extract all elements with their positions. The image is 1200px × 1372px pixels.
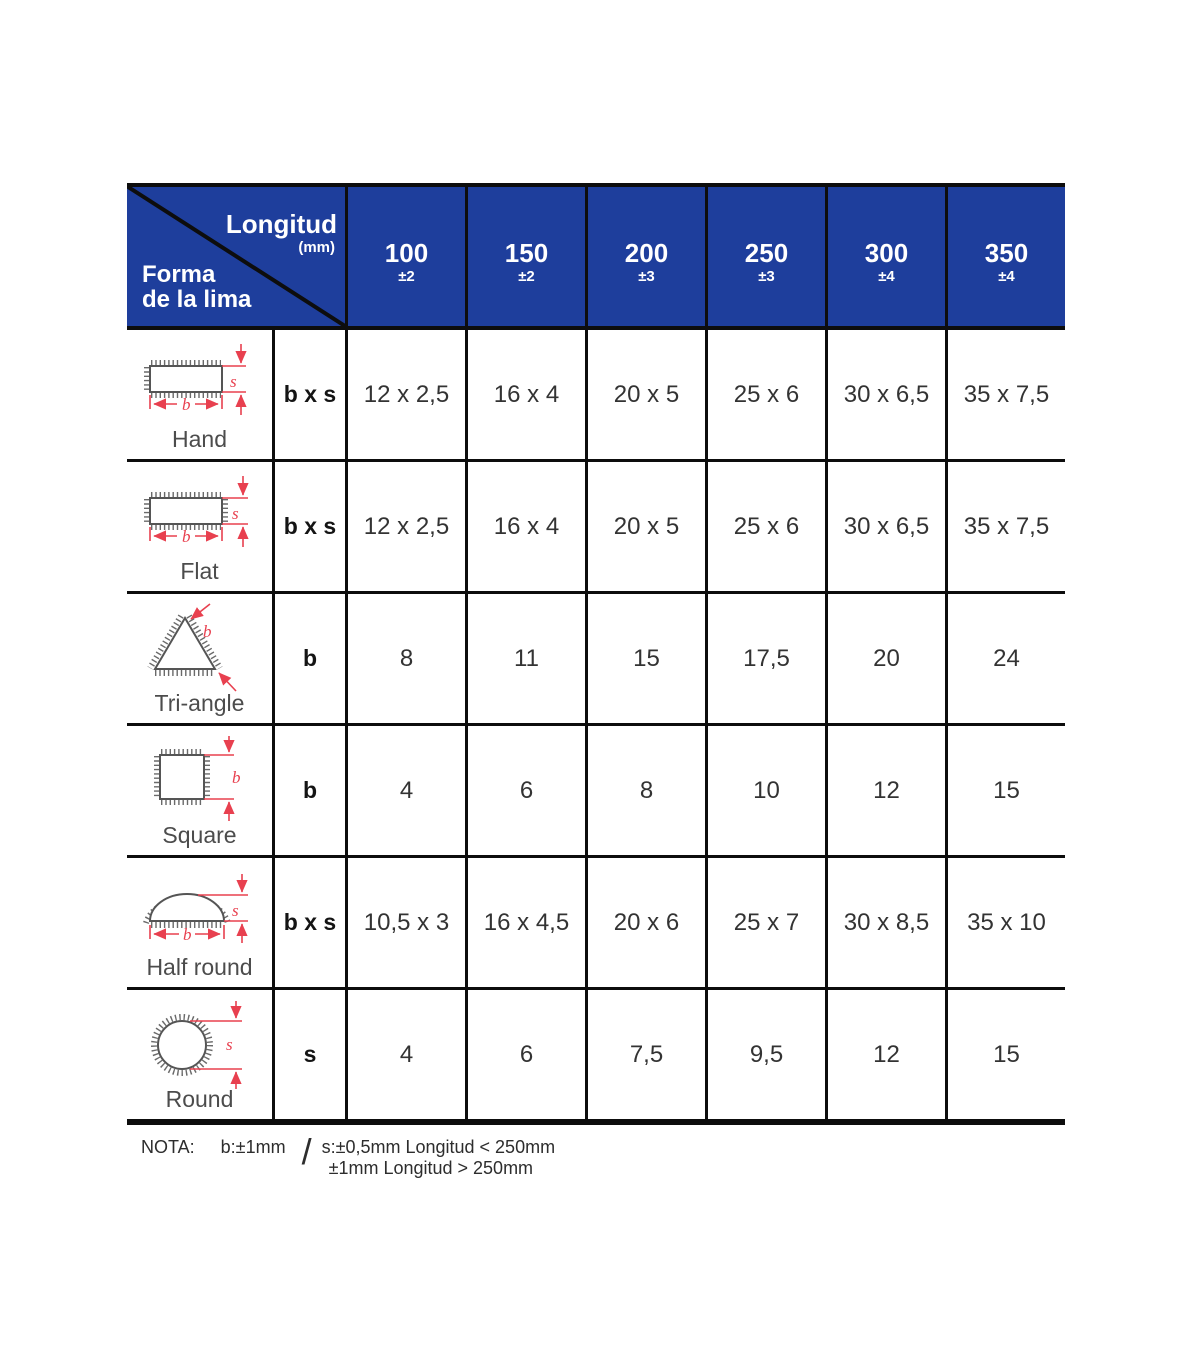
shape-label: Square xyxy=(162,822,237,848)
column-header-1 xyxy=(345,187,465,326)
value-cell: 15 xyxy=(945,990,1065,1119)
note-slash: / xyxy=(301,1131,312,1172)
value-cell: 8 xyxy=(345,594,465,723)
forma-line1: Forma xyxy=(142,260,216,288)
shape-label: Hand xyxy=(172,426,227,452)
shape-label: Tri-angle xyxy=(154,690,245,716)
length-value: 200 xyxy=(624,238,669,268)
table-row-square xyxy=(127,726,1065,858)
svg-text:b: b xyxy=(231,768,240,787)
file-dimensions-table xyxy=(127,183,1065,1125)
shape-label: Round xyxy=(165,1086,234,1112)
half-round-file-icon xyxy=(130,867,270,959)
length-value: 100 xyxy=(384,238,429,268)
shape-cell xyxy=(127,594,272,723)
shape-cell xyxy=(127,726,272,855)
note-s-tolerance xyxy=(322,1137,556,1178)
value-cell: 11 xyxy=(465,594,585,723)
column-header-5 xyxy=(825,187,945,326)
note-prefix: NOTA: xyxy=(141,1137,195,1157)
length-value: 150 xyxy=(504,238,549,268)
value-cell: 12 x 2,5 xyxy=(345,462,465,591)
value-cell: 35 x 7,5 xyxy=(945,462,1065,591)
value-cell: 8 xyxy=(585,726,705,855)
column-header-6 xyxy=(945,187,1065,326)
value-cell: 6 xyxy=(465,990,585,1119)
header-longitud-label: Longitud xyxy=(225,209,337,239)
note xyxy=(141,1131,556,1178)
dims-cell: b x s xyxy=(272,462,345,591)
value-cell: 10,5 x 3 xyxy=(345,858,465,987)
tolerance-value: ±2 xyxy=(518,268,535,285)
value-cell: 16 x 4 xyxy=(465,462,585,591)
svg-text:s: s xyxy=(225,1035,233,1054)
tolerance-value: ±3 xyxy=(758,268,775,285)
value-cell: 20 x 6 xyxy=(585,858,705,987)
value-cell: 17,5 xyxy=(705,594,825,723)
column-header-4 xyxy=(705,187,825,326)
value-cell: 20 x 5 xyxy=(585,462,705,591)
forma-line2: de la lima xyxy=(142,285,252,313)
value-cell: 35 x 10 xyxy=(945,858,1065,987)
column-header-2 xyxy=(465,187,585,326)
value-cell: 20 x 5 xyxy=(585,330,705,459)
dims-cell: b xyxy=(272,594,345,723)
dims-cell: b x s xyxy=(272,330,345,459)
value-cell: 6 xyxy=(465,726,585,855)
value-cell: 30 x 6,5 xyxy=(825,330,945,459)
note-s-line2: ±1mm Longitud > 250mm xyxy=(328,1157,534,1178)
table-header xyxy=(127,183,1065,330)
note-s-line1: s:±0,5mm Longitud < 250mm xyxy=(321,1137,556,1157)
tolerance-value: ±4 xyxy=(998,268,1015,285)
note-b-tolerance: b:±1mm xyxy=(220,1137,286,1157)
value-cell: 25 x 6 xyxy=(705,330,825,459)
value-cell: 30 x 6,5 xyxy=(825,462,945,591)
value-cell: 10 xyxy=(705,726,825,855)
value-cell: 15 xyxy=(945,726,1065,855)
length-value: 350 xyxy=(984,238,1029,268)
table-row-flat xyxy=(127,462,1065,594)
value-cell: 7,5 xyxy=(585,990,705,1119)
value-cell: 30 x 8,5 xyxy=(825,858,945,987)
value-cell: 12 x 2,5 xyxy=(345,330,465,459)
hand-file-icon xyxy=(130,339,270,431)
shape-label: Flat xyxy=(180,558,219,584)
square-file-icon xyxy=(130,735,270,827)
shape-cell xyxy=(127,858,272,987)
column-header-3 xyxy=(585,187,705,326)
value-cell: 16 x 4 xyxy=(465,330,585,459)
header-forma-label xyxy=(142,262,251,312)
value-cell: 25 x 7 xyxy=(705,858,825,987)
header-unit-label: (mm) xyxy=(298,239,335,256)
value-cell: 35 x 7,5 xyxy=(945,330,1065,459)
svg-text:s: s xyxy=(231,504,239,523)
value-cell: 4 xyxy=(345,726,465,855)
value-cell: 24 xyxy=(945,594,1065,723)
tolerance-value: ±2 xyxy=(398,268,415,285)
svg-text:s: s xyxy=(231,901,239,920)
svg-text:b: b xyxy=(181,527,190,546)
tolerance-value: ±4 xyxy=(878,268,895,285)
svg-text:b: b xyxy=(202,622,211,641)
shape-cell xyxy=(127,330,272,459)
svg-text:b: b xyxy=(181,395,190,414)
dims-cell: s xyxy=(272,990,345,1119)
value-cell: 9,5 xyxy=(705,990,825,1119)
svg-text:b: b xyxy=(182,925,191,944)
shape-cell xyxy=(127,462,272,591)
value-cell: 12 xyxy=(825,990,945,1119)
round-file-icon xyxy=(130,999,270,1091)
table-row-round xyxy=(127,990,1065,1125)
flat-file-icon xyxy=(130,471,270,563)
corner-cell xyxy=(127,187,345,326)
tolerance-value: ±3 xyxy=(638,268,655,285)
value-cell: 4 xyxy=(345,990,465,1119)
triangle-file-icon xyxy=(130,603,270,695)
value-cell: 16 x 4,5 xyxy=(465,858,585,987)
dims-cell: b xyxy=(272,726,345,855)
table-row-hand xyxy=(127,330,1065,462)
svg-text:s: s xyxy=(229,372,237,391)
shape-label: Half round xyxy=(146,954,253,980)
shape-cell xyxy=(127,990,272,1119)
length-value: 250 xyxy=(744,238,789,268)
value-cell: 20 xyxy=(825,594,945,723)
value-cell: 12 xyxy=(825,726,945,855)
value-cell: 15 xyxy=(585,594,705,723)
dims-cell: b x s xyxy=(272,858,345,987)
table-row-triangle xyxy=(127,594,1065,726)
table-row-half-round xyxy=(127,858,1065,990)
length-value: 300 xyxy=(864,238,909,268)
value-cell: 25 x 6 xyxy=(705,462,825,591)
